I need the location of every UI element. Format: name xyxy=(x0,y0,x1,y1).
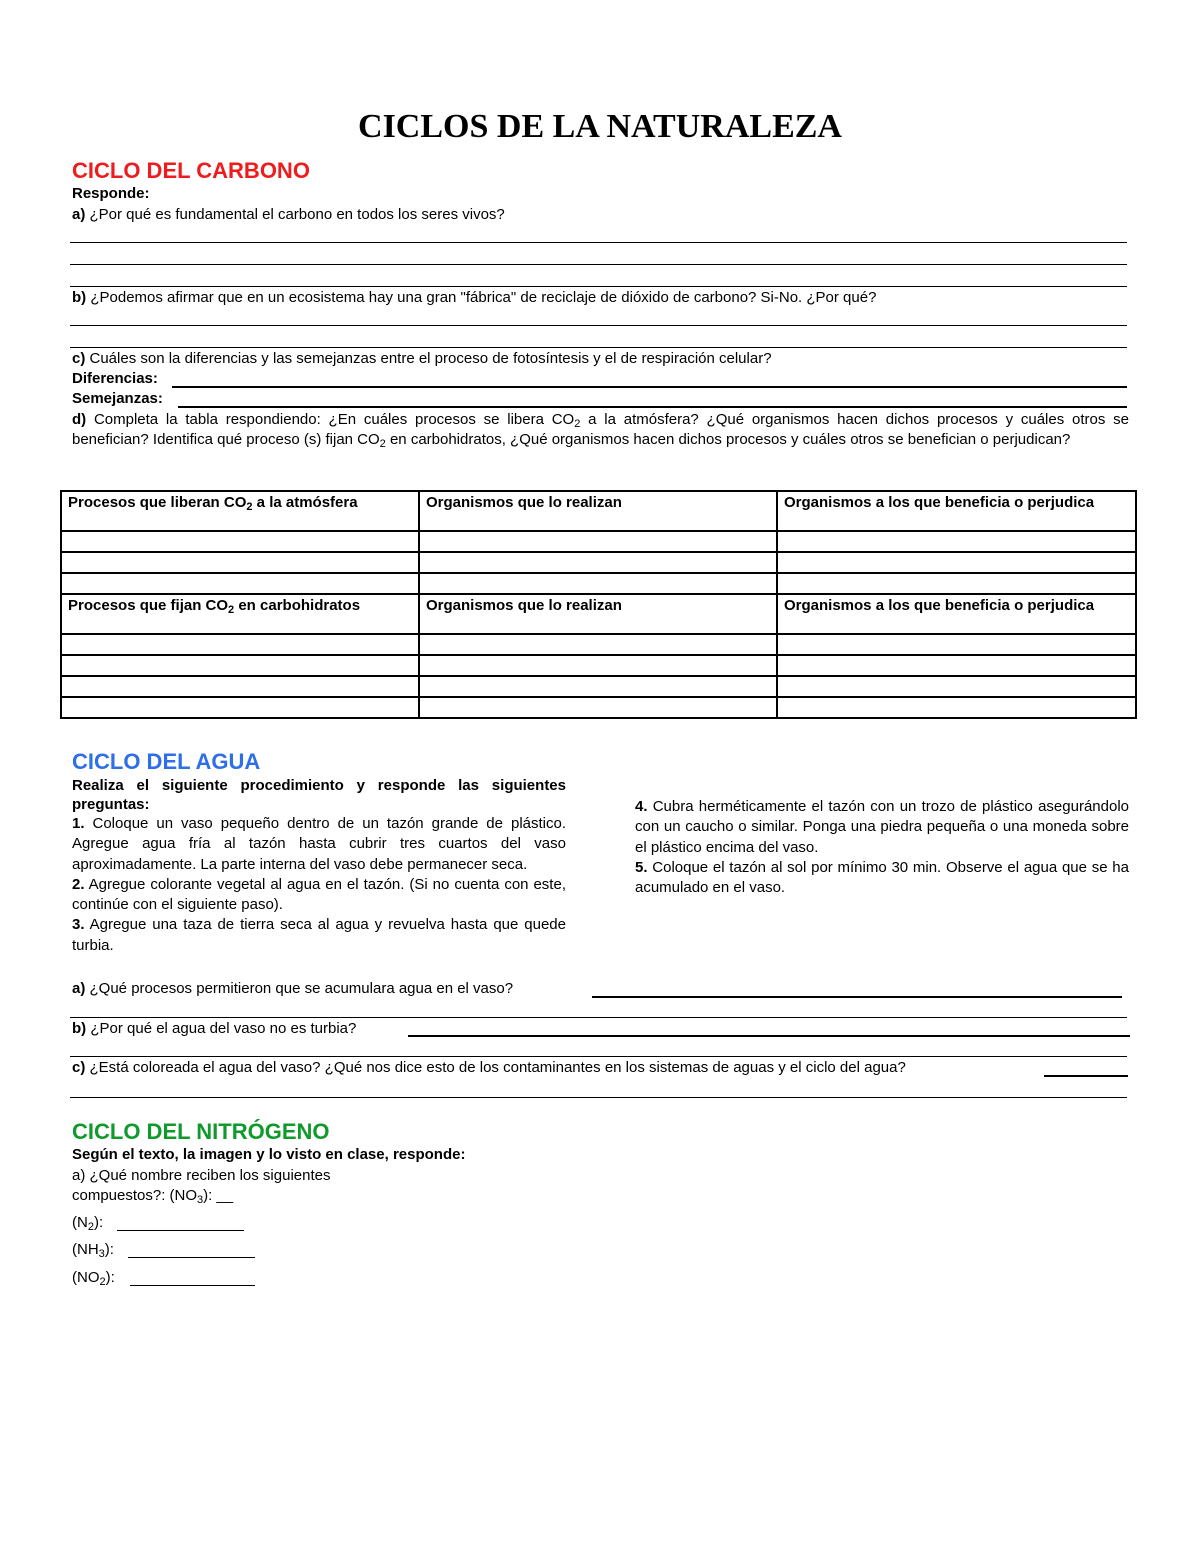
compound-nh3: $(NH_3)$: xyxy=(72,1241,114,1260)
question-text: en carbohidratos, ¿Qué organismos hacen dichos procesos y cuáles otros se benefician o perjudican? xyxy=(385,431,1071,448)
answer-line[interactable] xyxy=(70,286,1127,287)
water-left-column xyxy=(72,776,566,956)
carbon-question-b xyxy=(72,289,876,306)
table-cell[interactable] xyxy=(61,697,419,718)
table-header-row xyxy=(61,491,1136,531)
nitrogen-intro: Según el texto, la imagen y lo visto en clase, responde: xyxy=(72,1146,466,1163)
diferencias-answer-line[interactable] xyxy=(172,386,1127,388)
header-organismos: Organismos que lo realizan xyxy=(419,491,777,531)
water-question-c xyxy=(72,1059,906,1076)
question-text: ¿Está coloreada el agua del vaso? ¿Qué nos dice esto de los contaminantes en los sistemas de aguas y el ciclo del agua? xyxy=(85,1059,906,1076)
question-text: ¿Por qué es fundamental el carbono en todos los seres vivos? xyxy=(85,206,505,223)
table-cell[interactable] xyxy=(419,573,777,594)
n2-answer-line[interactable] xyxy=(117,1230,244,1231)
answer-line[interactable] xyxy=(70,325,1127,326)
table-cell[interactable] xyxy=(777,531,1136,552)
answer-line[interactable] xyxy=(70,1056,1127,1057)
table-cell[interactable] xyxy=(419,655,777,676)
no2-answer-line[interactable] xyxy=(130,1285,255,1286)
table-cell[interactable] xyxy=(777,697,1136,718)
table-cell[interactable] xyxy=(777,676,1136,697)
water-step-1: 1. Coloque un vaso pequeño dentro de un tazón grande de plástico. Agregue agua fría al tazón hasta cubrir tres cuartos del vaso aproximadamente. La parte interna del vaso debe permanecer seca. xyxy=(72,815,566,873)
semejanzas-answer-line[interactable] xyxy=(178,406,1127,408)
compound-no2: $(NO_2)$: xyxy=(72,1269,115,1288)
nitrogen-cycle-heading: CICLO DEL NITRÓGENO xyxy=(72,1119,330,1144)
table-cell[interactable] xyxy=(419,531,777,552)
table-cell[interactable] xyxy=(419,676,777,697)
table-row xyxy=(61,676,1136,697)
carbon-process-table xyxy=(60,490,1137,719)
question-letter: b) xyxy=(72,1020,87,1037)
question-letter: c) xyxy=(72,1059,86,1076)
water-question-a xyxy=(72,980,513,997)
semejanzas-label: Semejanzas: xyxy=(72,390,163,407)
table-cell[interactable] xyxy=(61,531,419,552)
water-step-2: 2. Agregue colorante vegetal al agua en el tazón. (Si no cuenta con este, continúe con el siguiente paso). xyxy=(72,875,566,914)
carbon-responde-label: Responde: xyxy=(72,185,150,202)
water-right-column xyxy=(635,797,1129,898)
nitrogen-question-a-line1: a) ¿Qué nombre reciben los siguientes xyxy=(72,1167,331,1184)
question-text: Cuáles son la diferencias y las semejanzas entre el proceso de fotosíntesis y el de respiración celular? xyxy=(85,350,772,367)
carbon-question-d xyxy=(72,410,1129,450)
question-letter: a) xyxy=(72,980,86,997)
table-row xyxy=(61,634,1136,655)
diferencias-label: Diferencias: xyxy=(72,370,158,387)
table-cell[interactable] xyxy=(61,634,419,655)
header-beneficia: Organismos a los que beneficia o perjudica xyxy=(777,594,1136,634)
table-cell[interactable] xyxy=(61,573,419,594)
question-text: a la atmósfera? ¿Qué organismos hacen dichos procesos y cuáles otros se benefician? Identifica qué proceso (s) fijan CO xyxy=(72,411,1129,448)
water-answer-line[interactable] xyxy=(1044,1075,1128,1077)
water-answer-line[interactable] xyxy=(408,1035,1130,1037)
question-letter: b) xyxy=(72,289,87,306)
table-cell[interactable] xyxy=(777,552,1136,573)
answer-line[interactable] xyxy=(70,1097,1127,1098)
answer-line[interactable] xyxy=(70,242,1127,243)
table-cell[interactable] xyxy=(777,634,1136,655)
question-text: Completa la tabla respondiendo: ¿En cuáles procesos se libera CO xyxy=(86,411,575,428)
question-letter: c) xyxy=(72,350,86,367)
carbon-question-c xyxy=(72,350,772,367)
header-beneficia: Organismos a los que beneficia o perjudica xyxy=(777,491,1136,531)
table-cell[interactable] xyxy=(61,552,419,573)
question-letter: d) xyxy=(72,411,87,428)
nh3-answer-line[interactable] xyxy=(128,1257,255,1258)
table-cell[interactable] xyxy=(777,573,1136,594)
table-cell[interactable] xyxy=(419,697,777,718)
subscript: 2 xyxy=(379,438,386,450)
water-step-5: 5. Coloque el tazón al sol por mínimo 30 min. Observe el agua que se ha acumulado en el vaso. xyxy=(635,858,1129,897)
answer-line[interactable] xyxy=(70,264,1127,265)
table-cell[interactable] xyxy=(61,676,419,697)
question-text: ¿Podemos afirmar que en un ecosistema hay una gran "fábrica" de reciclaje de dióxido de carbono? Si-No. ¿Por qué? xyxy=(86,289,877,306)
water-answer-line[interactable] xyxy=(592,996,1122,998)
question-text: ¿Por qué el agua del vaso no es turbia? xyxy=(86,1020,357,1037)
table-header-row xyxy=(61,594,1136,634)
water-intro: Realiza el siguiente procedimiento y responde las siguientes preguntas: xyxy=(72,777,566,813)
table-cell[interactable] xyxy=(419,634,777,655)
compound-n2: $(N_2)$: xyxy=(72,1214,104,1233)
table-row xyxy=(61,552,1136,573)
question-letter: a) xyxy=(72,206,86,223)
table-row xyxy=(61,573,1136,594)
nitrogen-question-a-line2: compuestos?: $(NO_3)$: __ xyxy=(72,1187,234,1206)
page-title: CICLOS DE LA NATURALEZA xyxy=(358,108,842,145)
header-fijan-co2: Procesos que fijan $CO_2$ en carbohidratos xyxy=(61,594,419,634)
answer-line[interactable] xyxy=(70,347,1127,348)
question-text: ¿Qué procesos permitieron que se acumulara agua en el vaso? xyxy=(85,980,514,997)
table-row xyxy=(61,655,1136,676)
subscript: 2 xyxy=(574,418,581,430)
header-liberan-co2: Procesos que liberan $CO_2$ a la atmósfera xyxy=(61,491,419,531)
water-step-3: 3. Agregue una taza de tierra seca al agua y revuelva hasta que quede turbia. xyxy=(72,916,566,954)
table-cell[interactable] xyxy=(61,655,419,676)
header-organismos: Organismos que lo realizan xyxy=(419,594,777,634)
water-question-b xyxy=(72,1020,356,1037)
water-step-4: 4. Cubra herméticamente el tazón con un trozo de plástico asegurándolo con un caucho o similar. Ponga una piedra pequeña o una moneda sobre el plástico encima del vaso. xyxy=(635,798,1129,856)
water-cycle-heading: CICLO DEL AGUA xyxy=(72,749,261,774)
table-cell[interactable] xyxy=(419,552,777,573)
table-row xyxy=(61,697,1136,718)
carbon-cycle-heading: CICLO DEL CARBONO xyxy=(72,158,310,183)
answer-line[interactable] xyxy=(70,1017,1127,1018)
table-cell[interactable] xyxy=(777,655,1136,676)
carbon-question-a xyxy=(72,206,505,223)
table-row xyxy=(61,531,1136,552)
